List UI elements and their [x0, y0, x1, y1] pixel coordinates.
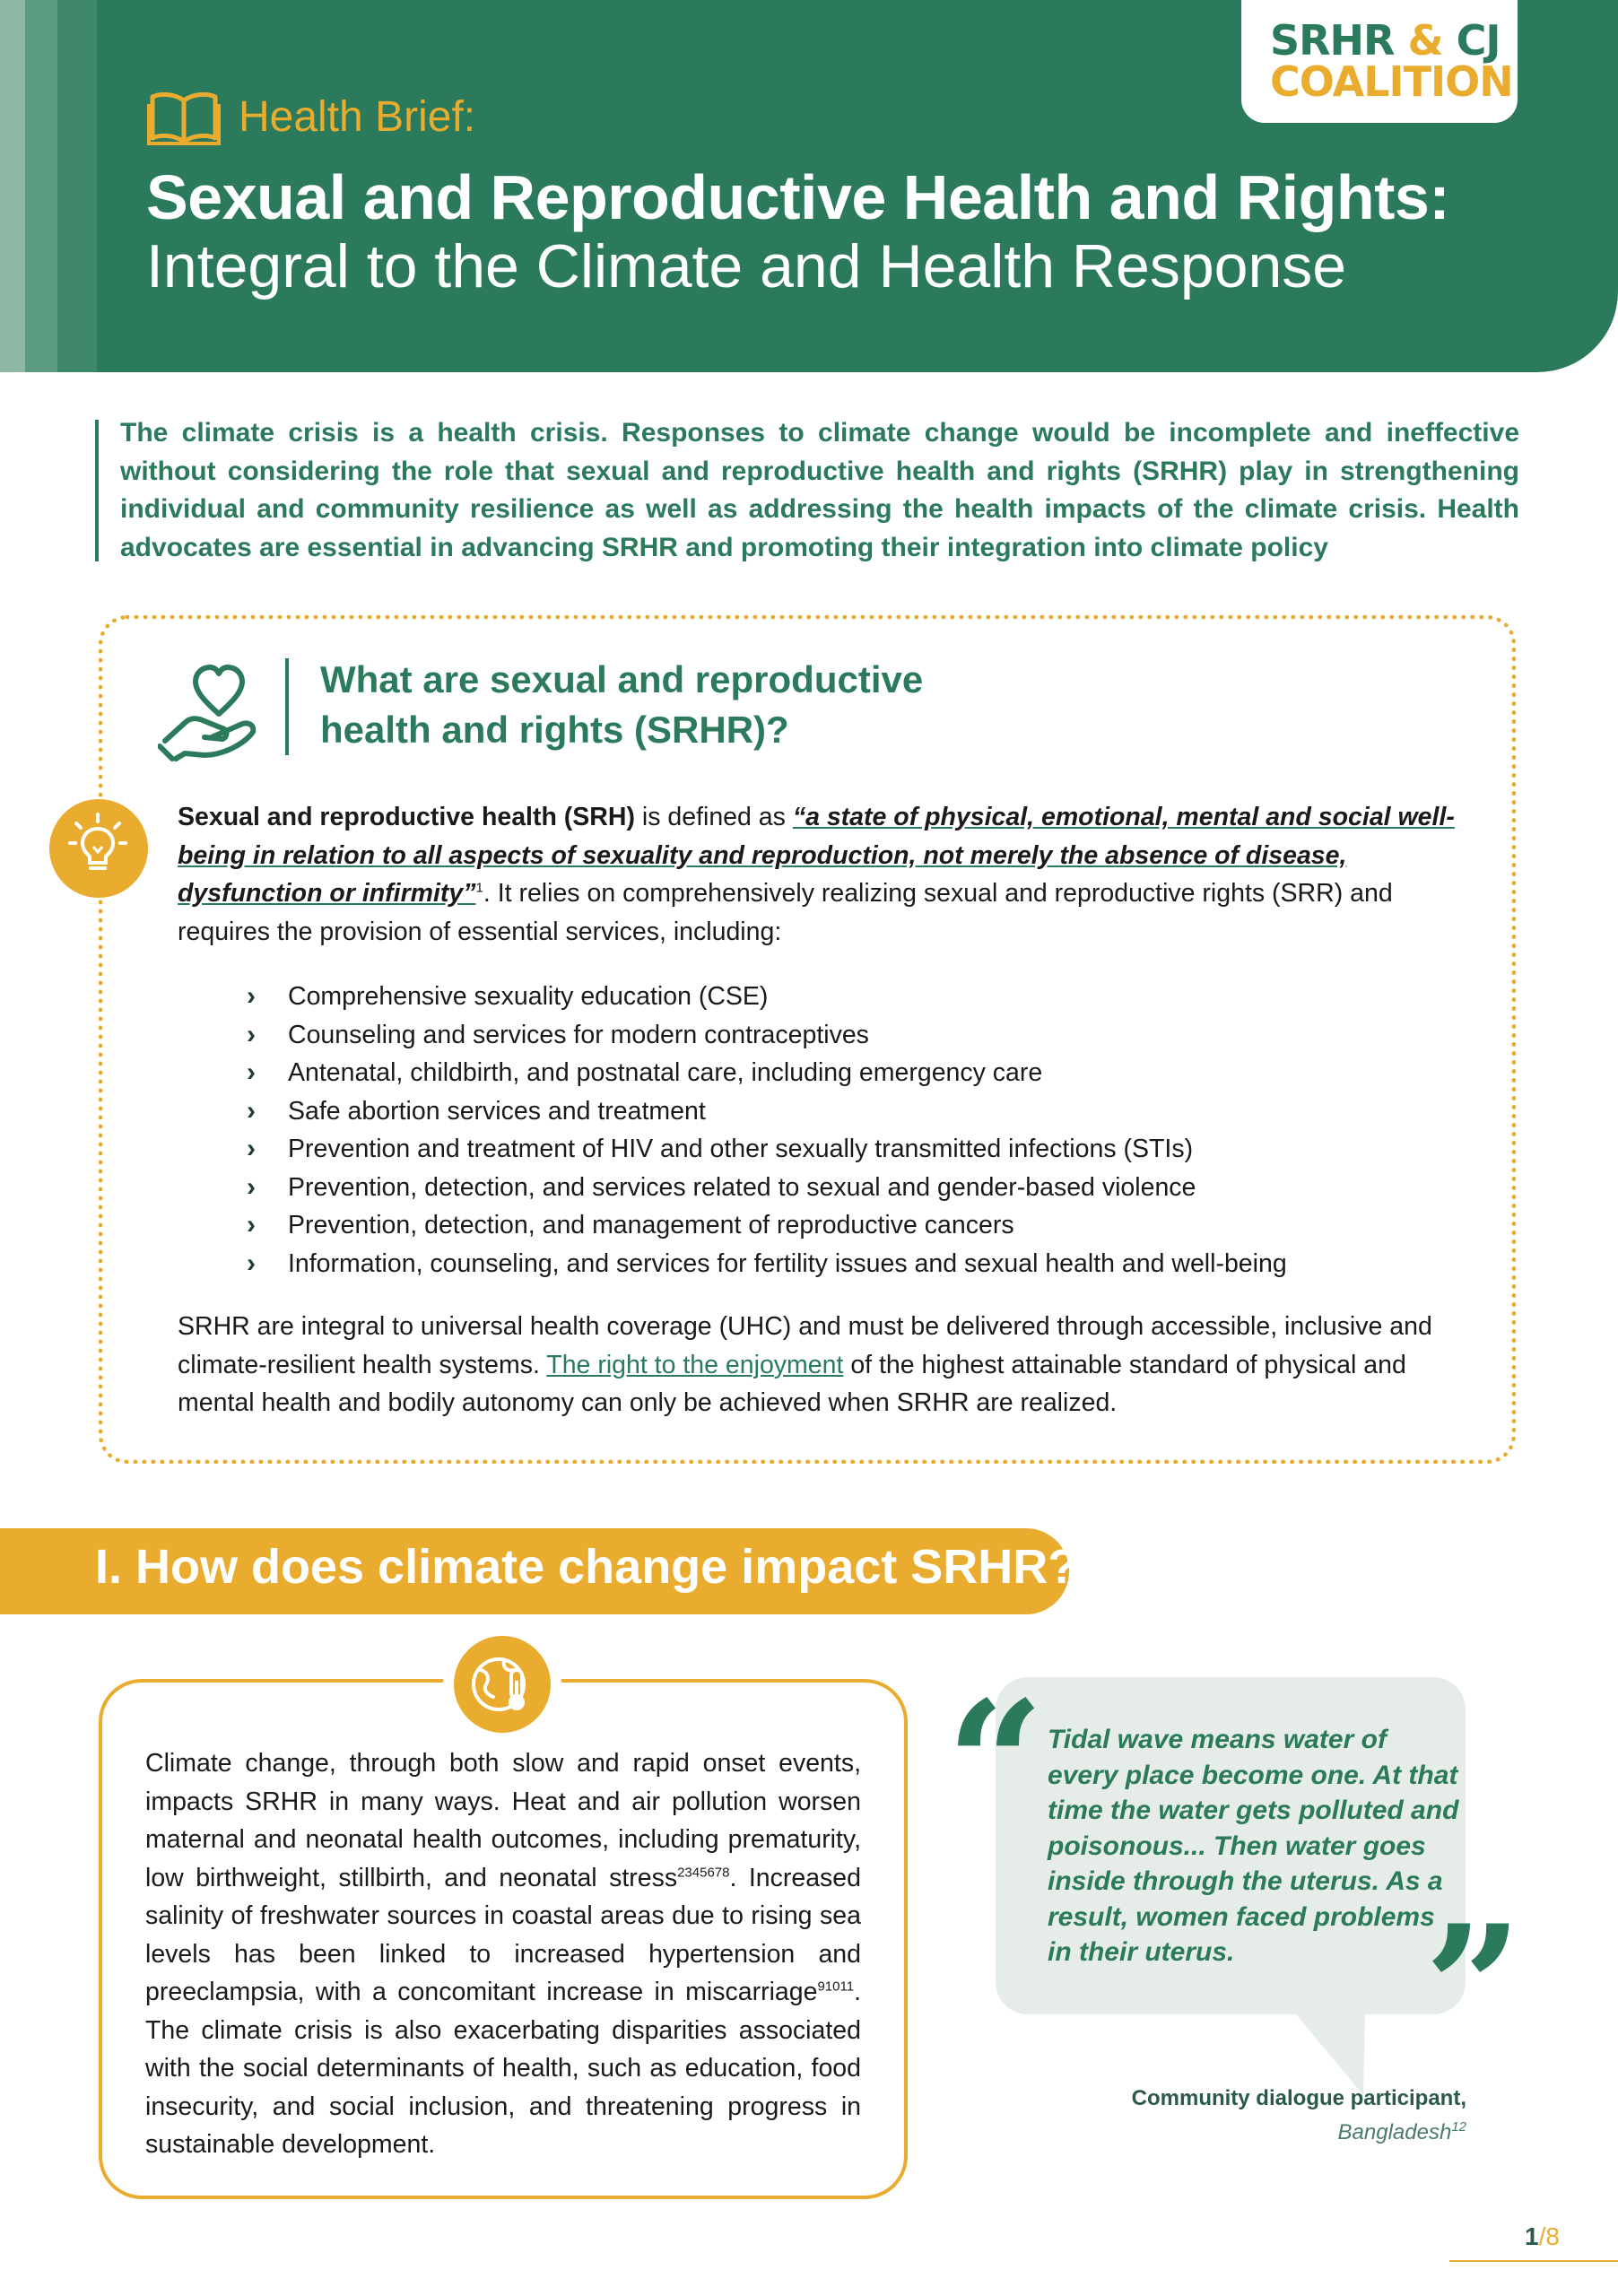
coalition-logo — [1241, 0, 1518, 123]
who-definition-quote: “a state of physical, emotional, mental and social well-being in relation to all aspects of sexuality and reproduction, not merely the absence of disease, dysfunction or infirmity” — [178, 803, 1455, 908]
quote-location: Bangladesh$^{12}$ — [1337, 2119, 1466, 2144]
climate-impact-text: Climate change, through both slow and rapid onset events, impacts SRHR in many ways. Heat and air pollution worsen maternal and neonatal health outcomes, including prematurity, low birthweight, stillbirth, and neonatal stress$^{2345678}$. Increased salinity of freshwater sources in coastal areas due to rising sea levels has been linked to increased hypertension and preeclampsia, with a concomitant increase in miscarriage$^{91011}$. The climate crisis is also exacerbating disparities associated with the social determinants of health, such as education, food insecurity, and social inclusion, and threatening progress in sustainable development. — [145, 1749, 861, 2159]
intro-paragraph: The climate crisis is a health crisis. Responses to climate change would be incomplete and ineffective without considering the role that sexual and reproductive health and rights (SRHR) play in strengthening individual and community resilience as well as addressing the health impacts of the climate crisis. Health advocates are essential in advancing SRHR and promoting their integration into climate policy — [120, 418, 1519, 562]
heading-line-1: What are sexual and reproductive — [320, 658, 924, 700]
chevron-right-icon: › — [247, 1057, 256, 1087]
quote-text: Tidal wave means water of every place become one. At that time the water gets polluted and poisonous... Then water goes inside through the uterus. As a result, women faced problems in their uterus. — [1048, 1725, 1459, 1967]
lightbulb-icon — [61, 811, 135, 884]
chevron-right-icon: › — [247, 1095, 256, 1126]
chevron-right-icon: › — [247, 1171, 256, 1202]
heading-line-2: health and rights (SRHR)? — [320, 709, 789, 751]
srhr-uhc-paragraph: SRHR are integral to universal health coverage (UHC) and must be delivered through accessible, inclusive and climate-resilient health systems. The right to the enjoyment of the highest attainable standard of physical and mental health and bodily autonomy can only be achieved when SRHR are realized. — [178, 1312, 1432, 1417]
header-stripe — [0, 0, 25, 372]
chevron-right-icon: › — [247, 1019, 256, 1049]
speech-bubble-tail — [1292, 2009, 1365, 2095]
globe-thermometer-icon — [468, 1650, 536, 1718]
srh-definition: Sexual and reproductive health (SRH) is defined as “a state of physical, emotional, mental and social well-being in relation to all aspects of sexuality and reproduction, not merely the absence of disease, dysfunction or infirmity”$^1$. It relies on comprehensively realizing sexual and reproductive rights (SRR) and requires the provision of essential services, including: — [178, 803, 1455, 946]
page-number: 1/8 — [1525, 2222, 1560, 2250]
footnote-ref: 1 — [475, 880, 483, 896]
services-list — [247, 978, 1484, 1283]
close-quote-icon: ” — [1424, 1888, 1523, 2088]
srh-term: Sexual and reproductive health (SRH) — [178, 803, 635, 831]
logo-line-1: SRHR & CJ — [1270, 16, 1501, 65]
definition-heading — [320, 655, 1002, 755]
brief-label: Health Brief: — [239, 93, 476, 141]
header-stripe — [57, 0, 97, 372]
heart-hand-icon — [158, 658, 267, 762]
section-title: I. How does climate change impact SRHR? — [95, 1540, 1078, 1594]
book-icon — [147, 90, 221, 147]
intro-accent-bar — [95, 420, 99, 561]
page-number-underline — [1449, 2260, 1618, 2262]
list-item: › Comprehensive sexuality education (CSE) — [247, 978, 1484, 1016]
page-subtitle: Integral to the Climate and Health Response — [146, 232, 1347, 300]
list-item: › Safe abortion services and treatment — [247, 1092, 1484, 1131]
footnote-ref: 12 — [1451, 2119, 1466, 2135]
logo-line-2: COALITION — [1270, 57, 1513, 106]
chevron-right-icon: › — [247, 1134, 256, 1163]
heading-divider — [285, 658, 289, 755]
footnote-ref: 2345678 — [677, 1865, 730, 1880]
footnote-ref: 91011 — [817, 1979, 855, 1995]
list-item: › Prevention and treatment of HIV and other sexually transmitted infections (STIs) — [247, 1130, 1484, 1169]
list-item: › Antenatal, childbirth, and postnatal care, including emergency care — [247, 1054, 1484, 1092]
list-item: › Counseling and services for modern contraceptives — [247, 1016, 1484, 1055]
header-banner — [0, 0, 1618, 372]
chevron-right-icon: › — [247, 1210, 256, 1239]
list-item: › Information, counseling, and services for fertility issues and sexual health and well-being — [247, 1245, 1484, 1283]
right-to-health-link[interactable]: The right to the enjoyment — [546, 1350, 844, 1379]
open-quote-icon: “ — [946, 1664, 1045, 1864]
list-item: › Prevention, detection, and services related to sexual and gender-based violence — [247, 1169, 1484, 1207]
chevron-right-icon: › — [247, 981, 256, 1011]
chevron-right-icon: › — [247, 1248, 256, 1278]
page-title: Sexual and Reproductive Health and Rights: — [146, 162, 1450, 232]
list-item: › Prevention, detection, and management of reproductive cancers — [247, 1206, 1484, 1245]
quote-attribution: Community dialogue participant, — [1131, 2086, 1466, 2110]
header-stripe — [25, 0, 57, 372]
